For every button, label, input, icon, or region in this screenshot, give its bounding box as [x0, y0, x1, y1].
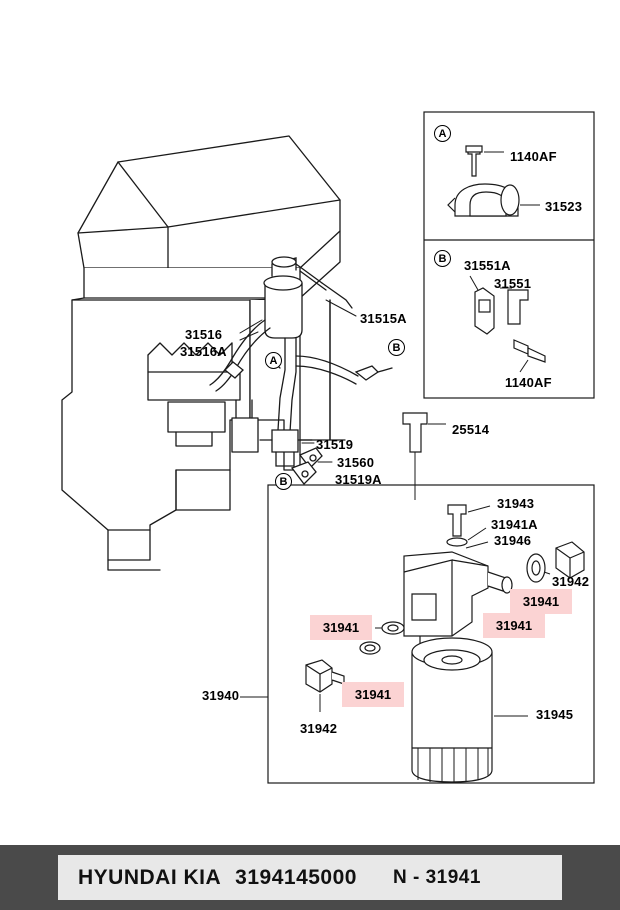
callout-31551A: 31551A — [464, 258, 511, 273]
highlight-31941-1: 31941 — [510, 589, 572, 614]
callout-31523: 31523 — [545, 199, 583, 214]
highlight-31941-4: 31941 — [342, 682, 404, 707]
callout-1140AF-bottom: 1140AF — [505, 375, 552, 390]
callout-31519: 31519 — [316, 437, 354, 452]
reference-label: N - 31941 — [392, 866, 481, 888]
callout-31941A: 31941A — [491, 517, 538, 532]
callout-1140AF-top: 1140AF — [510, 149, 557, 164]
callout-31560: 31560 — [337, 455, 375, 470]
marker-b-engine-right: B — [388, 339, 405, 356]
highlight-31941-2: 31941 — [483, 613, 545, 638]
highlight-31941-3: 31941 — [310, 615, 372, 640]
callout-31516: 31516 — [185, 327, 223, 342]
callout-31940: 31940 — [202, 688, 240, 703]
callout-31551: 31551 — [494, 276, 532, 291]
part-number-label: 3194145000 — [235, 865, 357, 889]
marker-a-engine: A — [265, 352, 282, 369]
footer-caption — [58, 855, 562, 900]
brand-label: HYUNDAI KIA — [78, 865, 222, 889]
callout-31945: 31945 — [536, 707, 574, 722]
callout-31942-right: 31942 — [552, 574, 590, 589]
marker-a-inset: A — [434, 125, 451, 142]
marker-b-inset: B — [434, 250, 451, 267]
callout-25514: 25514 — [452, 422, 490, 437]
marker-b-engine-bottom: B — [275, 473, 292, 490]
callout-31515A: 31515A — [360, 311, 407, 326]
callout-31942-left: 31942 — [300, 721, 338, 736]
callout-31943: 31943 — [497, 496, 535, 511]
callout-31946: 31946 — [494, 533, 532, 548]
callout-31519A: 31519A — [335, 472, 382, 487]
callout-31516A: 31516A — [180, 344, 227, 359]
